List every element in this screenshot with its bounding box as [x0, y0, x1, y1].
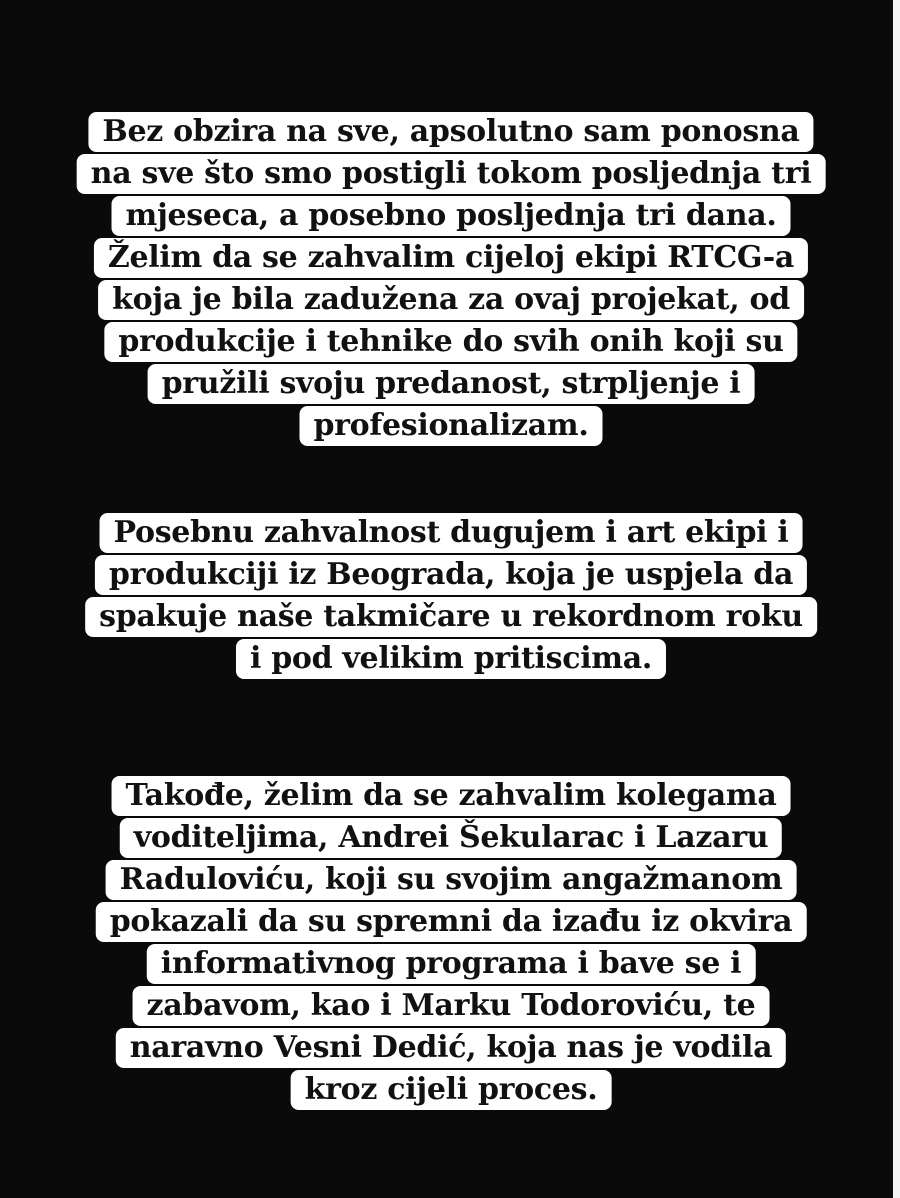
story-text-line: na sve što smo postigli tokom posljednja tri	[77, 154, 826, 194]
story-text-line: produkcije i tehnike do svih onih koji su	[104, 322, 797, 362]
story-text-line: pokazali da su spremni da izađu iz okvira	[96, 902, 807, 942]
story-text-line: voditeljima, Andrei Šekularac i Lazaru	[120, 818, 782, 858]
story-text-line: Takođe, želim da se zahvalim kolegama	[112, 776, 791, 816]
story-text-line: koja je bila zadužena za ovaj projekat, od	[98, 280, 804, 320]
story-text-line: produkciji iz Beograda, koja je uspjela da	[95, 555, 807, 595]
story-text-line: Želim da se zahvalim cijeloj ekipi RTCG-a	[94, 238, 808, 278]
story-text-line: informativnog programa i bave se i	[147, 944, 756, 984]
story-text-line: i pod velikim pritiscima.	[236, 639, 666, 679]
story-text-line: mjeseca, a posebno posljednja tri dana.	[112, 196, 791, 236]
story-text-line: Bez obzira na sve, apsolutno sam ponosna	[88, 112, 813, 152]
page-edge	[893, 0, 900, 1198]
story-text-line: zabavom, kao i Marku Todoroviću, te	[133, 986, 770, 1026]
story-text-line: Posebnu zahvalnost dugujem i art ekipi i	[100, 513, 803, 553]
story-text-line: kroz cijeli proces.	[291, 1070, 612, 1110]
story-text-line: naravno Vesni Dedić, koja nas je vodila	[116, 1028, 786, 1068]
story-text-line: pružili svoju predanost, strpljenje i	[148, 364, 755, 404]
story-text-line: spakuje naše takmičare u rekordnom roku	[85, 597, 817, 637]
story-text-line: profesionalizam.	[300, 406, 603, 446]
story-text-line: Raduloviću, koji su svojim angažmanom	[106, 860, 797, 900]
